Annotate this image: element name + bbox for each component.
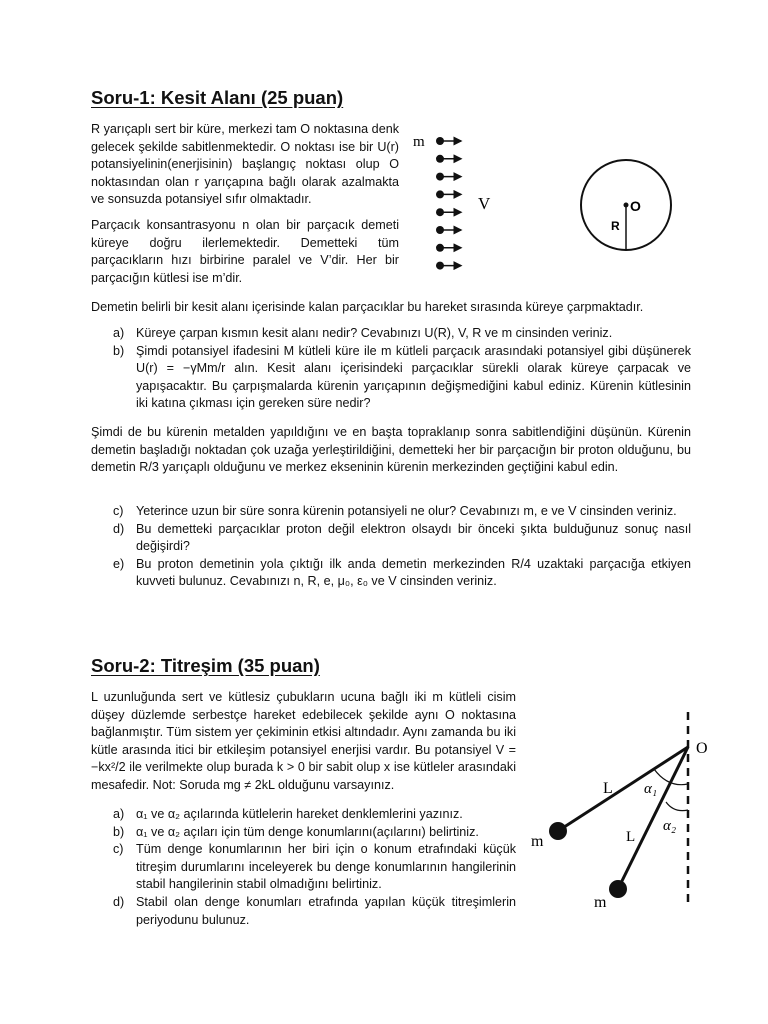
beam-particle bbox=[436, 137, 444, 145]
q1-paragraph-1: R yarıçaplı sert bir küre, merkezi tam O noktasına denk gelecek şekilde sabitlenmektedir. O noktası ise bir U(r) potansiyelinin(enerjisinin) başlangıç noktası olup O noktasından olan r yarıçapına bağlı olarak azalmakta ve sonsuzda potansiyel sıfır olmaktadır. bbox=[91, 122, 399, 207]
beam-particle bbox=[436, 155, 444, 163]
angle-arc-2 bbox=[666, 802, 688, 811]
q1-list-cde bbox=[91, 503, 691, 591]
q1-item-e: e) Bu proton demetinin yola çıktığı ilk anda demetin merkezinden R/4 uzaktaki parçacığa etkiyen kuvveti bulunuz. Cevabınızı n, R, e, μ₀, ε₀ ve V cinsinden veriniz. bbox=[113, 556, 691, 589]
beam-particle bbox=[436, 190, 444, 198]
q1-paragraph-3: Demetin belirli bir kesit alanı içerisinde kalan parçacıklar bu hareket sırasında küreye çarpmaktadır. bbox=[91, 300, 644, 314]
particle-beam bbox=[436, 137, 461, 270]
angle-arc-1 bbox=[654, 769, 688, 785]
alpha-2-label: α₂ bbox=[663, 818, 677, 834]
q1-item-a: a) Küreye çarpan kısmın kesit alanı nedir? Cevabınızı U(R), V, R ve m cinsinden veriniz. bbox=[113, 326, 613, 340]
mass-2-label: m bbox=[594, 894, 607, 911]
beam-particle bbox=[436, 226, 444, 234]
q2-paragraph-1: L uzunluğunda sert ve kütlesiz çubukların ucuna bağlı iki m kütleli cisim düşey düzlemde serbestçe hareket edebilecek şekilde aynı O noktasına bağlanmıştır. Tüm sistem yer çekiminin etkisi altındadır. Aynı zamanda bu iki kütle arasında itici bir etkileşim potansiyel enerjisi vardır. Bu potansiyel V = −kx²/2 ile verilmekte olup burada k > 0 bir sabit olup x ise kütleler arasındaki mesafedir. Not: Soruda mg ≠ 2kL olduğunu varsayınız. bbox=[91, 690, 516, 792]
radius-label: R bbox=[611, 219, 620, 233]
beam-particle bbox=[436, 244, 444, 252]
mass-label: m bbox=[413, 134, 425, 150]
q2-item-b: b) α₁ ve α₂ açıları için tüm denge konumlarını(açılarını) belirtiniz. bbox=[113, 824, 479, 839]
alpha-1-label: α₁ bbox=[644, 781, 658, 797]
pivot-label: O bbox=[696, 740, 708, 757]
q1-item-c: c) Yeterince uzun bir süre sonra kürenin potansiyeli ne olur? Cevabınızı m, e ve V cinsinden veriniz. bbox=[113, 504, 677, 518]
q1-item-d: d) Bu demetteki parçacıklar proton değil elektron olsaydı bir önceki şıkta bulduğunuz sonuç nasıl değişirdi? bbox=[113, 521, 691, 554]
double-pendulum-figure bbox=[530, 700, 730, 920]
velocity-label: V bbox=[478, 194, 491, 213]
q2-list bbox=[91, 806, 516, 929]
question-1-title: Soru-1: Kesit Alanı (25 puan) bbox=[91, 87, 344, 108]
q1-paragraph-2: Parçacık konsantrasyonu n olan bir parçacık demeti küreye doğru ilerlemektedir. Demetteki tüm parçacıkların hızı birbirine paralel ve V’dir. Her bir parçacığın kütlesi ise m’dir. bbox=[91, 218, 399, 285]
beam-particle bbox=[436, 262, 444, 270]
beam-sphere-figure bbox=[405, 125, 705, 285]
q2-item-a: a) α₁ ve α₂ açılarında kütlelerin hareket denklemlerini yazınız. bbox=[113, 807, 463, 821]
q2-item-d: d) Stabil olan denge konumları etrafında yapılan küçük titreşimlerin periyodunu bulunuz. bbox=[113, 894, 516, 927]
question-2-title: Soru-2: Titreşim (35 puan) bbox=[91, 655, 320, 676]
rod-1-length-label: L bbox=[603, 780, 613, 797]
mass-1 bbox=[549, 822, 567, 840]
beam-particle bbox=[436, 173, 444, 181]
q1-list-ab bbox=[91, 325, 691, 413]
beam-particle bbox=[436, 208, 444, 216]
mass-2 bbox=[609, 880, 627, 898]
mass-1-label: m bbox=[531, 833, 544, 850]
center-label: O bbox=[630, 198, 641, 214]
q1-item-b: b) Şimdi potansiyel ifadesini M kütleli küre ile m kütleli parçacık arasındaki potansiyel gibi düşünerek U(r) = −γMm/r alın. Kesit alanı içerisindeki parçacıklar sürekli olarak küreye çarpacak ve yapışacaktır. Bu çarpışmalarda kürenin yarıçapının değişmediğini kabul ediniz. Kürenin kütlesinin iki katına çıkması için gereken süre nedir? bbox=[113, 343, 691, 411]
q1-paragraph-4: Şimdi de bu kürenin metalden yapıldığını ve en başta topraklanıp sonra sabitlendiğini düşünün. Kürenin demetin başladığı noktadan çok uzağa yerleştirildiğini, demetteki her bir parçacığın bir proton olduğunu, bu demetin R/3 yarıçaplı olduğunu ve merkez ekseninin kürenin merkezinden geçtiğini kabul edin. bbox=[91, 425, 691, 475]
rod-2-length-label: L bbox=[626, 829, 636, 845]
q2-item-c: c) Tüm denge konumlarının her biri için o konum etrafındaki küçük titreşim durumlarını inceleyerek bu denge konumlarının hangilerinin stabil hangilerinin stabil olmadığını belirtiniz. bbox=[113, 842, 516, 892]
